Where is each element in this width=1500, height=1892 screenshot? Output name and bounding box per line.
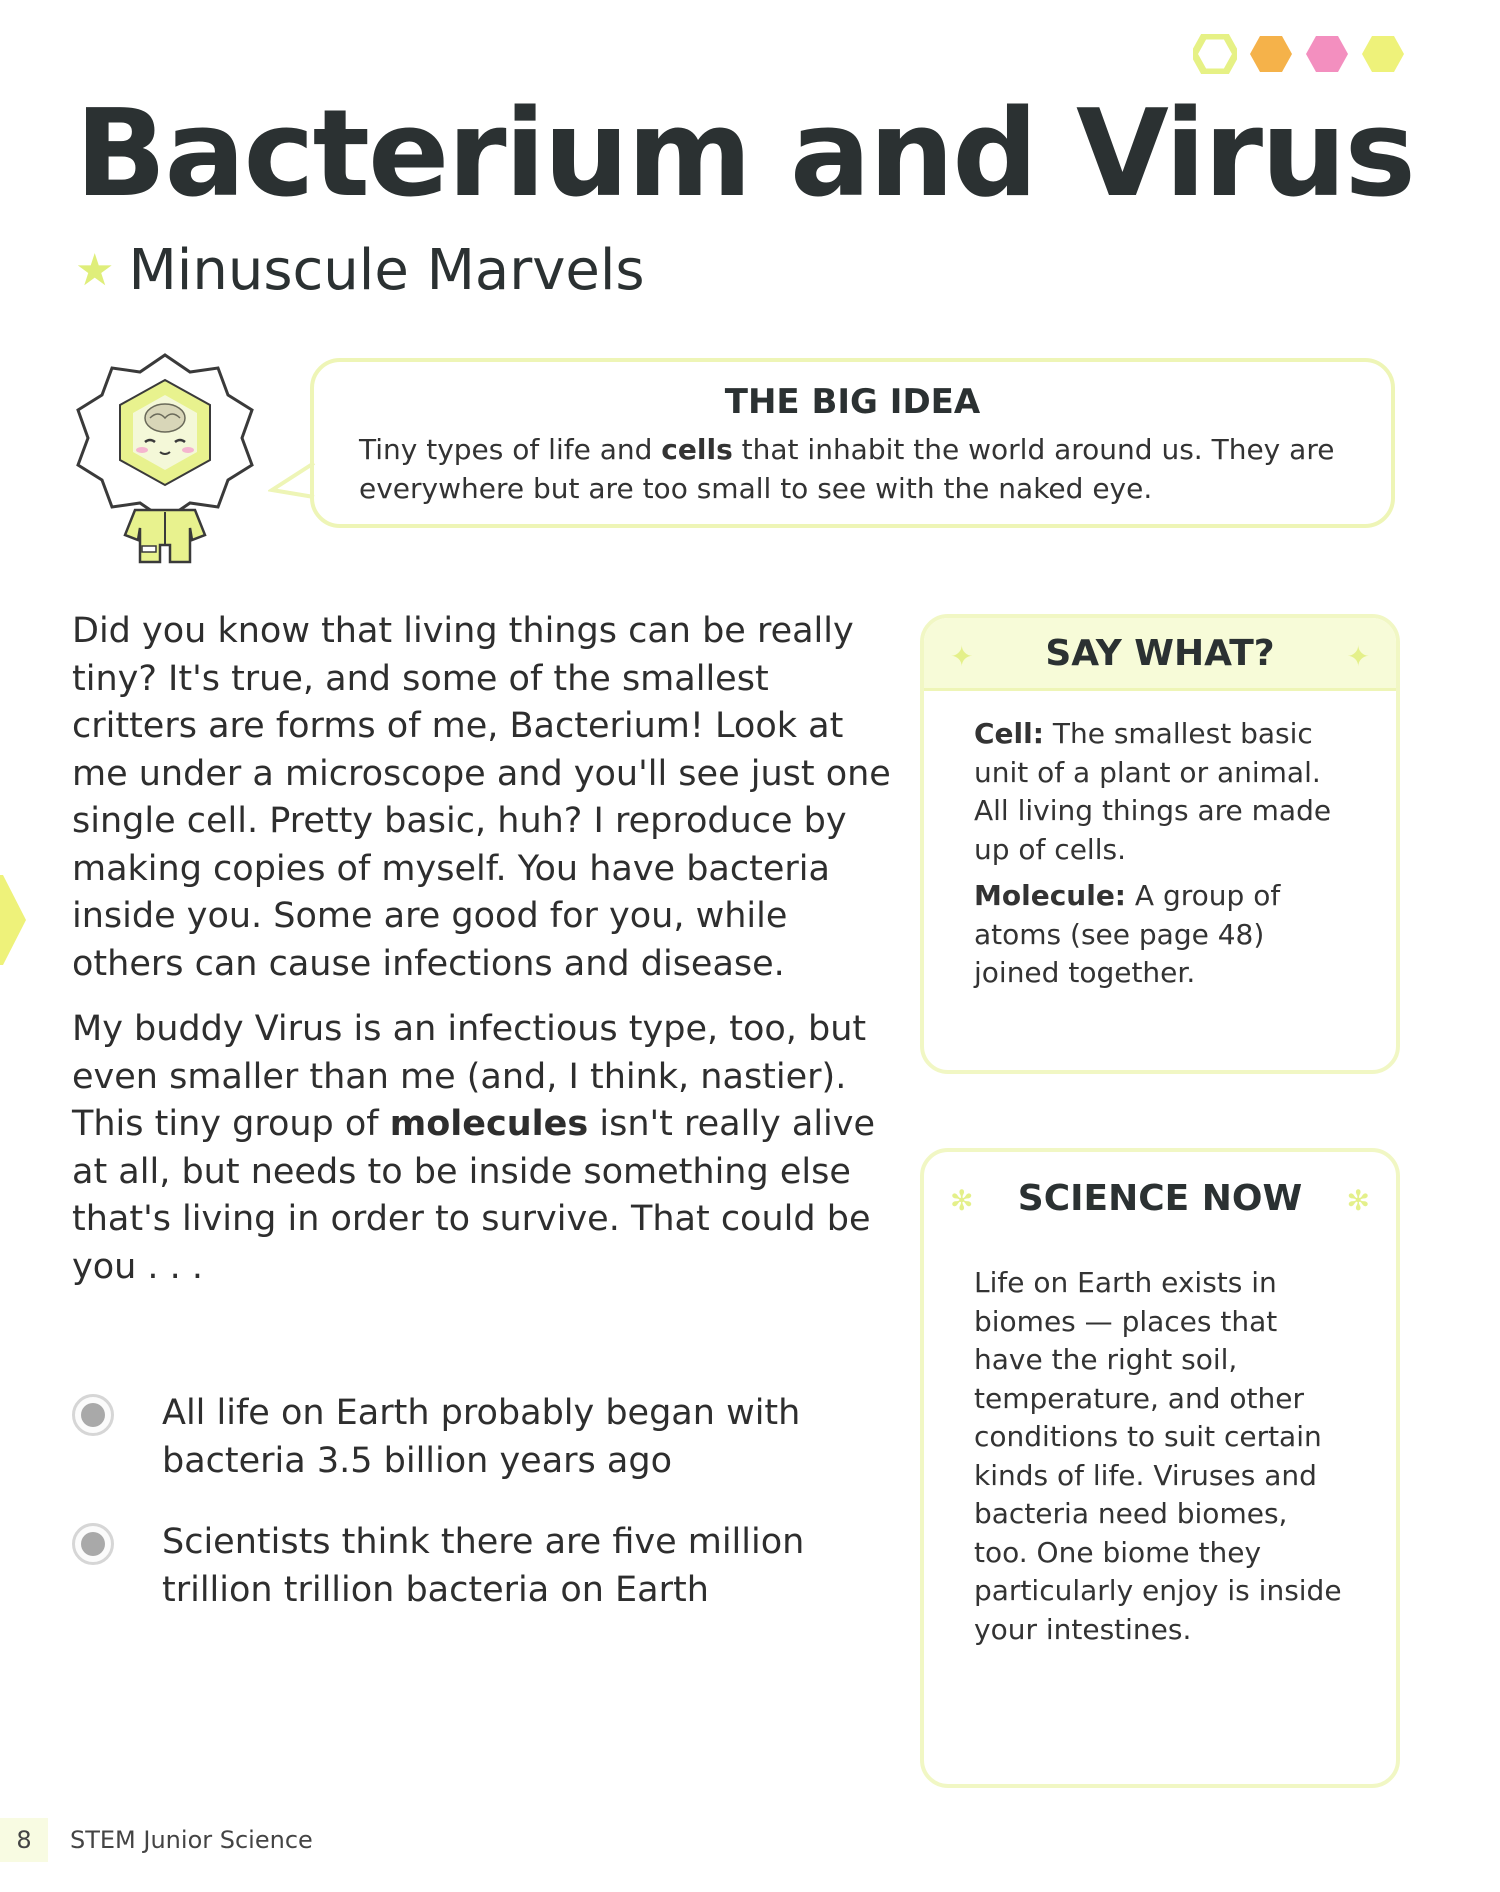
big-idea-box [310, 358, 1395, 528]
page-subtitle [75, 238, 645, 303]
star-icon: ★ [75, 245, 115, 296]
snowflake-icon: ✻ [1346, 1184, 1370, 1217]
big-idea-heading: THE BIG IDEA [724, 382, 981, 422]
hexagon-orange-icon [1249, 34, 1293, 74]
bullet-icon [72, 1394, 114, 1436]
big-idea-text: Tiny types of life and cells that inhabit the world around us. They are everywhere but are too small to see with the naked eye. [359, 433, 1335, 505]
definition-molecule: Molecule: A group of atoms (see page 48) joined together. [974, 879, 1281, 989]
decorative-hexagons [1193, 34, 1405, 74]
science-now-header [924, 1152, 1396, 1244]
bacterium-mascot-illustration [70, 350, 260, 570]
say-what-box [920, 614, 1400, 1074]
science-now-heading: SCIENCE NOW [1017, 1177, 1303, 1219]
hexagon-outline-icon [1193, 34, 1237, 74]
say-what-header [924, 618, 1396, 691]
science-now-box [920, 1148, 1400, 1788]
snowflake-icon: ✻ [950, 1184, 974, 1217]
side-hexagon-decoration [0, 870, 28, 970]
say-what-heading: SAY WHAT? [1045, 632, 1275, 674]
page-number: 8 [0, 1818, 48, 1862]
list-item [72, 1519, 872, 1614]
star-icon: ✦ [950, 640, 974, 673]
science-now-body [924, 1244, 1396, 1649]
say-what-body [924, 691, 1396, 993]
body-paragraph-2: My buddy Virus is an infectious type, too, but even smaller than me (and, I think, nastier). This tiny group of molecules isn't really alive at all, but needs to be inside something else that's living in order to survive. That could be you . . . [72, 1009, 876, 1287]
list-item [72, 1390, 872, 1485]
star-icon: ✦ [1346, 640, 1370, 673]
body-paragraph-1: Did you know that living things can be really tiny? It's true, and some of the smallest critters are forms of me, Bacterium! Look at me under a microscope and you'll see just one single cell. Pretty basic, huh? I reproduce by making copies of myself. You have bacteria inside you. Some are good for you, while others can cause infections and disease. [72, 611, 891, 984]
hexagon-yellow-icon [1361, 34, 1405, 74]
definition-cell: Cell: The smallest basic unit of a plant or animal. All living things are made up of cells. [974, 717, 1332, 866]
term-molecules: molecules [389, 1104, 589, 1144]
page-title: Bacterium and Virus [75, 85, 1414, 224]
book-title: STEM Junior Science [70, 1826, 313, 1854]
fact-list [72, 1390, 872, 1648]
fact-text: All life on Earth probably began with bacteria 3.5 billion years ago [162, 1393, 801, 1481]
subtitle-text: Minuscule Marvels [128, 238, 645, 303]
main-body-text [72, 608, 902, 1309]
fact-text: Scientists think there are five million trillion trillion bacteria on Earth [162, 1522, 805, 1610]
term-cells: cells [661, 433, 733, 466]
hexagon-pink-icon [1305, 34, 1349, 74]
science-now-text: Life on Earth exists in biomes — places that have the right soil, temperature, and other conditions to suit certain kinds of life. Viruses and bacteria need biomes, too. One biome they particularly enjoy is inside your intestines. [974, 1266, 1342, 1646]
bullet-icon [72, 1523, 114, 1565]
page-footer [0, 1818, 313, 1862]
